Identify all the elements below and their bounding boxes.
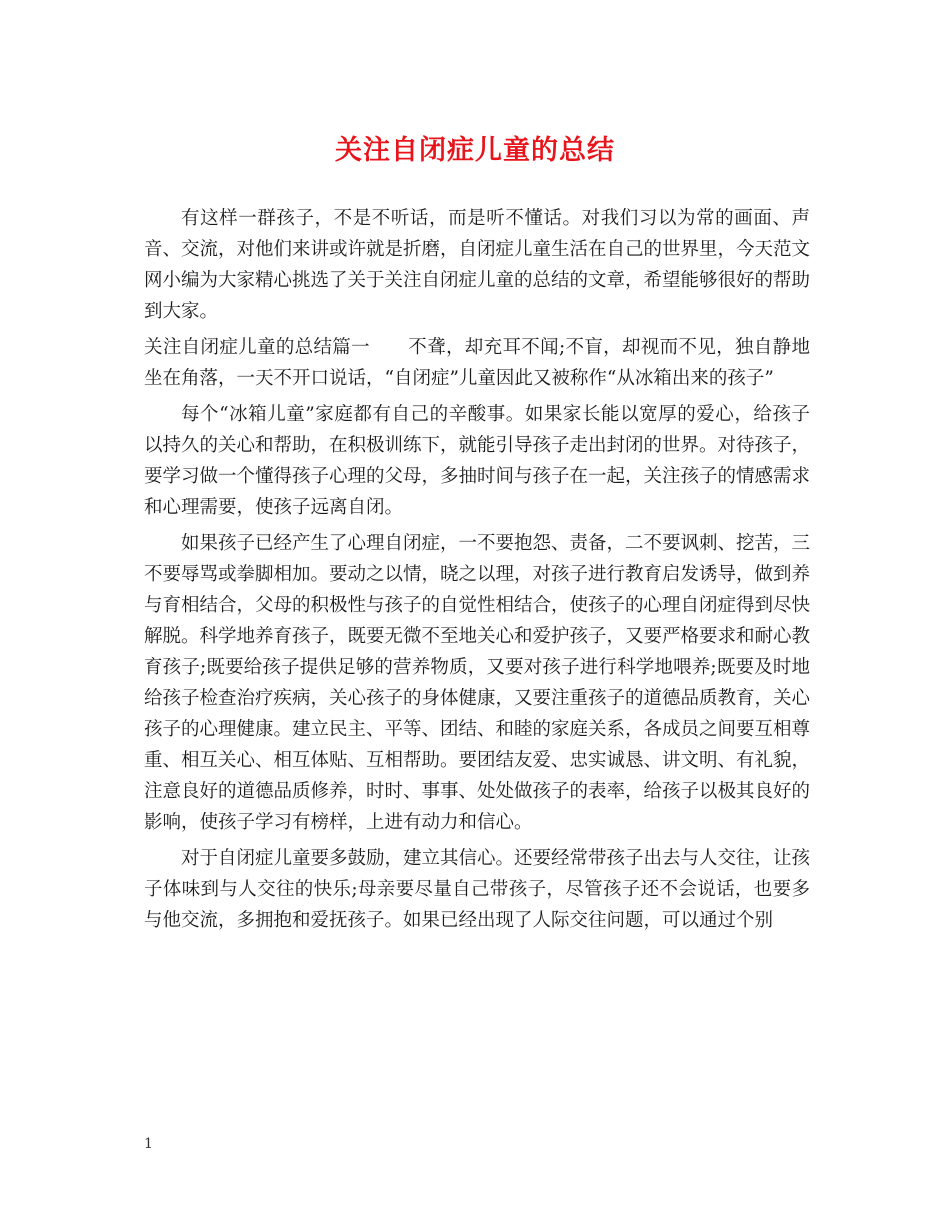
document-title: 关注自闭症儿童的总结 — [335, 135, 615, 166]
intro-paragraph: 有这样一群孩子，不是不听话，而是听不懂话。对我们习以为常的画面、声音、交流，对他们来讲或许就是折磨，自闭症儿童生活在自己的世界里，今天范文网小编为大家精心挑选了关于关注自闭症儿童的总结的文章，希望能够很好的帮助到大家。 — [144, 208, 811, 322]
section-text: 不聋，却充耳不闻;不盲，却视而不见，独自静地坐在角落，一天不开口说话，“自闭症”儿童因此又被称作“从冰箱出来的孩子” — [144, 337, 810, 389]
page-number: 1 — [144, 1136, 153, 1152]
document-body — [144, 203, 810, 941]
body-paragraph: 每个“冰箱儿童”家庭都有自己的辛酸事。如果家长能以宽厚的爱心，给孩子以持久的关心和帮助，在积极训练下，就能引导孩子走出封闭的世界。对待孩子，要学习做一个懂得孩子心理的父母，多抽时间与孩子在一起，关注孩子的情感需求和心理需要，使孩子远离自闭。 — [144, 404, 811, 518]
section-heading: 关注自闭症儿童的总结篇一 — [144, 337, 370, 358]
section-paragraph — [144, 332, 810, 394]
body-paragraph: 如果孩子已经产生了心理自闭症，一不要抱怨、责备，二不要讽刺、挖苦，三不要辱骂或拳脚相加。要动之以情，晓之以理，对孩子进行教育启发诱导，做到养与育相结合，父母的积极性与孩子的自觉性相结合，使孩子的心理自闭症得到尽快解脱。科学地养育孩子，既要无微不至地关心和爱护孩子，又要严格要求和耐心教育孩子;既要给孩子提供足够的营养物质，又要对孩子进行科学地喂养;既要及时地给孩子检查治疗疾病，关心孩子的身体健康，又要注重孩子的道德品质教育，关心孩子的心理健康。建立民主、平等、团结、和睦的家庭关系，各成员之间要互相尊重、相互关心、相互体贴、互相帮助。要团结友爱、忠实诚恳、讲文明、有礼貌，注意良好的道德品质修养，时时、事事、处处做孩子的表率，给孩子以极其良好的影响，使孩子学习有榜样，上进有动力和信心。 — [144, 533, 811, 833]
body-paragraph: 对于自闭症儿童要多鼓励，建立其信心。还要经常带孩子出去与人交往，让孩子体味到与人交往的快乐;母亲要尽量自己带孩子，尽管孩子还不会说话，也要多与他交流，多拥抱和爱抚孩子。如果已经出现了人际交往问题，可以通过个别 — [144, 848, 811, 931]
